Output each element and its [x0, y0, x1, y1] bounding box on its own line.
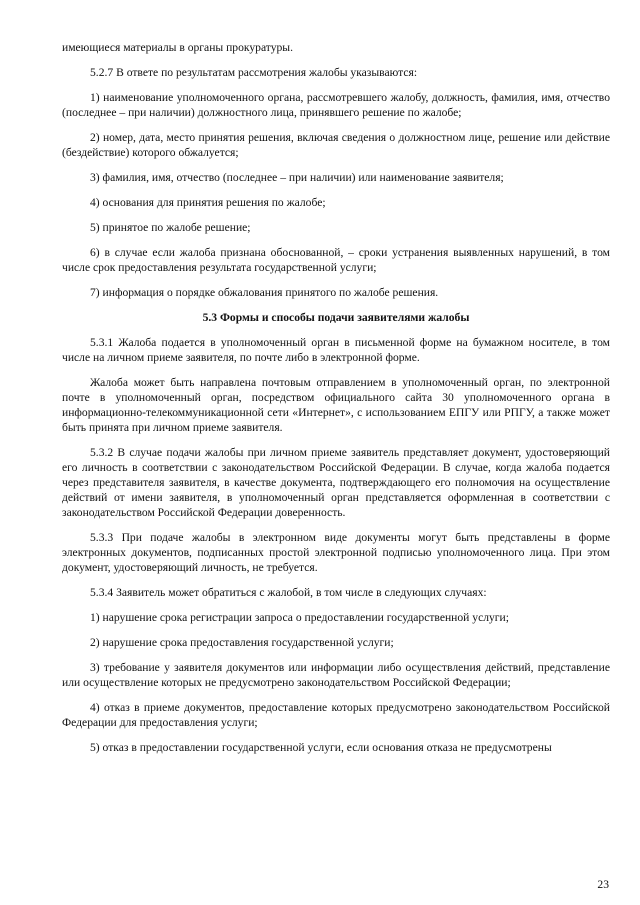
- case-item-3: 3) требование у заявителя документов или информации либо осуществления действий, представление или осуществление которых не предусмотрено законодательством Российской Федерации;: [62, 661, 610, 689]
- list-item-7: 7) информация о порядке обжалования принятого по жалобе решения.: [90, 286, 439, 299]
- list-item-2: 2) номер, дата, место принятия решения, включая сведения о должностном лице, решение или действие (бездействие) которого обжалуется;: [62, 131, 610, 159]
- case-item-1: 1) нарушение срока регистрации запроса о предоставлении государственной услуги;: [90, 611, 509, 624]
- paragraph-continuation: имеющиеся материалы в органы прокуратуры.: [62, 41, 293, 54]
- list-item-4: 4) основания для принятия решения по жалобе;: [90, 196, 326, 209]
- paragraph-submission-methods: Жалоба может быть направлена почтовым отправлением в уполномоченный орган, по электронной почте в уполномоченный орган, посредством официального сайта 30 уполномоченного органа в информационно-телекоммуникационной сети «Интернет», с использованием ЕПГУ или РПГУ, а также может быть принята при личном приеме заявителя.: [62, 376, 610, 434]
- case-item-4: 4) отказ в приеме документов, предоставление которых предусмотрено законодательством Российской Федерации для предоставления услуги;: [62, 701, 610, 729]
- section-heading-5-3: 5.3 Формы и способы подачи заявителями жалобы: [202, 311, 470, 324]
- page-number: 23: [597, 878, 609, 891]
- paragraph-5-2-7: 5.2.7 В ответе по результатам рассмотрения жалобы указываются:: [90, 66, 418, 79]
- list-item-1: 1) наименование уполномоченного органа, рассмотревшего жалобу, должность, фамилия, имя, отчество (последнее – при наличии) должностного лица, принявшего решение по жалобе;: [62, 91, 610, 119]
- list-item-5: 5) принятое по жалобе решение;: [90, 221, 251, 234]
- paragraph-5-3-3: 5.3.3 При подаче жалобы в электронном виде документы могут быть представлены в форме электронных документов, подписанных простой электронной подписью уполномоченного лица. При этом документ, удостоверяющий личность, не требуется.: [62, 531, 610, 574]
- list-item-6: 6) в случае если жалоба признана обоснованной, – сроки устранения выявленных нарушений, в том числе срок предоставления результата государственной услуги;: [62, 246, 610, 274]
- case-item-2: 2) нарушение срока предоставления государственной услуги;: [90, 636, 394, 649]
- case-item-5: 5) отказ в предоставлении государственной услуги, если основания отказа не предусмотрены: [90, 741, 552, 754]
- list-item-3: 3) фамилия, имя, отчество (последнее – при наличии) или наименование заявителя;: [90, 171, 504, 184]
- paragraph-5-3-4: 5.3.4 Заявитель может обратиться с жалобой, в том числе в следующих случаях:: [90, 586, 487, 599]
- paragraph-5-3-1: 5.3.1 Жалоба подается в уполномоченный орган в письменной форме на бумажном носителе, в том числе на личном приеме заявителя, по почте либо в электронной форме.: [62, 336, 610, 364]
- document-body: [62, 40, 610, 765]
- paragraph-5-3-2: 5.3.2 В случае подачи жалобы при личном приеме заявитель представляет документ, удостоверяющий его личность в соответствии с законодательством Российской Федерации. В случае, когда жалоба подается через представителя заявителя, в качестве документа, подтверждающего его полномочия на осуществление действий от имени заявителя, в уполномоченный орган представляется оформленная в соответствии с законодательством Российской Федерации доверенность.: [62, 446, 610, 519]
